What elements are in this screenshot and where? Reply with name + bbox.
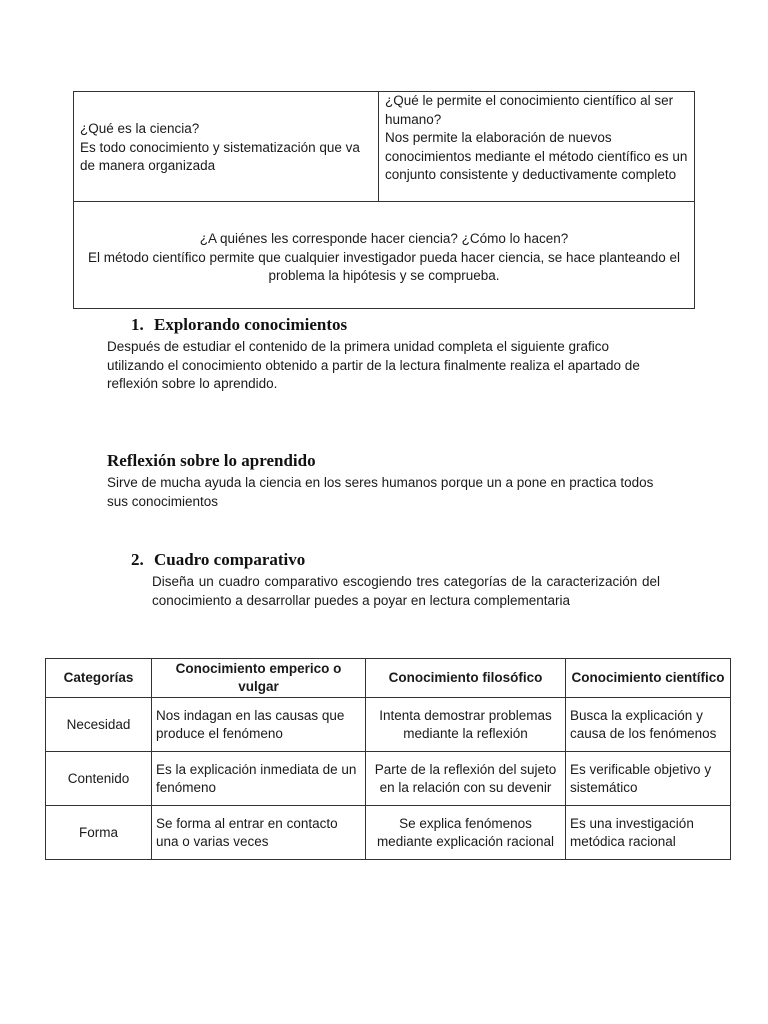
answer-what-is-science: Es todo conocimiento y sistematización que va de manera organizada bbox=[80, 139, 360, 173]
question-what-it-allows: ¿Qué le permite el conocimiento científico al ser humano? bbox=[385, 93, 674, 127]
answer-what-it-allows: Nos permite la elaboración de nuevos conocimientos mediante el método científico es un conjunto consistente y deductivamente completo bbox=[385, 130, 688, 182]
question-who-does-science: ¿A quiénes les corresponde hacer ciencia? ¿Cómo lo hacen? bbox=[199, 231, 569, 246]
cell-scientific: Busca la explicación y causa de los fenómenos bbox=[566, 698, 731, 752]
intro-box-left-cell bbox=[74, 92, 379, 201]
header-philosophical: Conocimiento filosófico bbox=[366, 659, 566, 698]
section1-number: 1. bbox=[131, 315, 144, 334]
intro-box-right-cell bbox=[385, 92, 690, 185]
question-what-is-science: ¿Qué es la ciencia? bbox=[80, 121, 200, 136]
row-category: Contenido bbox=[46, 752, 152, 806]
section2-number: 2. bbox=[131, 550, 144, 569]
section2-heading bbox=[131, 550, 305, 570]
header-empirical: Conocimiento emperico o vulgar bbox=[152, 659, 366, 698]
table-row bbox=[46, 698, 731, 752]
cell-scientific: Es una investigación metódica racional bbox=[566, 806, 731, 860]
row-category: Necesidad bbox=[46, 698, 152, 752]
comparison-table bbox=[45, 658, 731, 860]
reflection-body: Sirve de mucha ayuda la ciencia en los seres humanos porque un a pone en practica todos sus conocimientos bbox=[107, 475, 654, 509]
header-scientific: Conocimiento científico bbox=[566, 659, 731, 698]
section1-title: Explorando conocimientos bbox=[154, 315, 348, 334]
cell-empirical: Nos indagan en las causas que produce el fenómeno bbox=[152, 698, 366, 752]
intro-box-bottom-cell bbox=[84, 230, 684, 286]
cell-philosophical: Se explica fenómenos mediante explicación racional bbox=[366, 806, 566, 860]
section2-title: Cuadro comparativo bbox=[154, 550, 306, 569]
section2-body: Diseña un cuadro comparativo escogiendo tres categorías de la caracterización del conocimiento a desarrollar puedes a poyar en lectura complementaria bbox=[152, 574, 660, 608]
answer-who-does-science: El método científico permite que cualquier investigador pueda hacer ciencia, se hace planteando el problema la hipótesis y se comprueba. bbox=[87, 249, 681, 283]
table-row bbox=[46, 752, 731, 806]
row-category: Forma bbox=[46, 806, 152, 860]
intro-box bbox=[73, 91, 695, 309]
cell-philosophical: Parte de la reflexión del sujeto en la relación con su devenir bbox=[366, 752, 566, 806]
cell-empirical: Es la explicación inmediata de un fenómeno bbox=[152, 752, 366, 806]
cell-philosophical: Intenta demostrar problemas mediante la reflexión bbox=[366, 698, 566, 752]
cell-empirical: Se forma al entrar en contacto una o varias veces bbox=[152, 806, 366, 860]
header-categories: Categorías bbox=[46, 659, 152, 698]
intro-box-top-row bbox=[74, 92, 694, 202]
section1-heading bbox=[131, 315, 347, 335]
table-header-row bbox=[46, 659, 731, 698]
reflection-heading: Reflexión sobre lo aprendido bbox=[107, 451, 316, 470]
intro-left-text bbox=[80, 120, 375, 176]
table-row bbox=[46, 806, 731, 860]
section1-body: Después de estudiar el contenido de la primera unidad completa el siguiente grafico utilizando el conocimiento obtenido a partir de la lectura finalmente realiza el apartado de reflexión sobre lo aprendido. bbox=[107, 339, 640, 391]
cell-scientific: Es verificable objetivo y sistemático bbox=[566, 752, 731, 806]
